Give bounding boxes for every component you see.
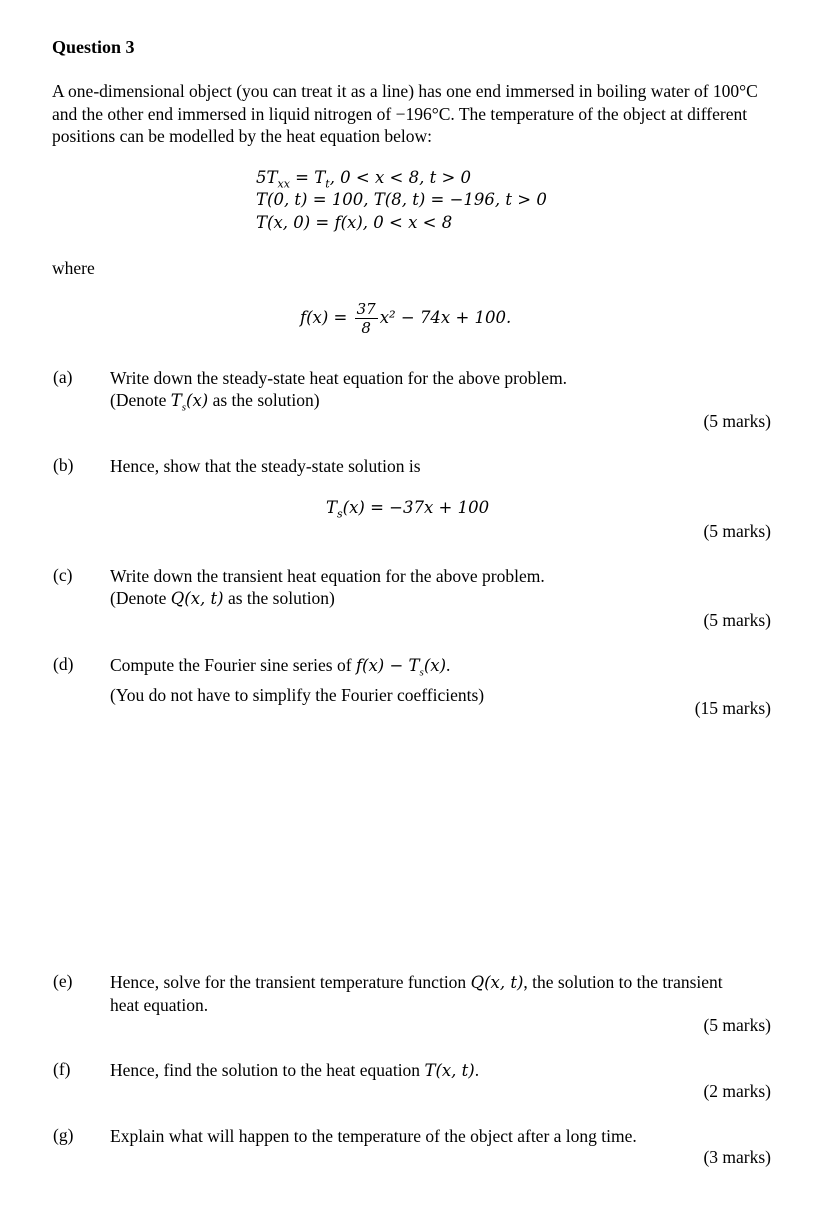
part-b-text: Hence, show that the steady-state solution is bbox=[110, 456, 421, 476]
fraction: $\frac{37}{8}$ bbox=[356, 300, 376, 337]
question-intro: A one-dimensional object (you can treat it as a line) has one end immersed in boiling water of 100°C and the other end immersed in liquid nitrogen of −196°C. The temperature of the object at different positions can be modelled by the heat equation below: bbox=[52, 81, 758, 146]
function-definition: f(x) = $\frac{37}{8}$ x² − 74x + 100. bbox=[300, 300, 512, 337]
equation-boundary: T(0, t) = 100, T(8, t) = −196, t > 0 bbox=[256, 190, 547, 209]
part-e-marks: (5 marks) bbox=[703, 1015, 771, 1035]
part-g-text: Explain what will happen to the temperature of the object after a long time. bbox=[110, 1126, 637, 1146]
part-c-label: (c) bbox=[53, 565, 73, 585]
part-e-label: (e) bbox=[53, 971, 73, 991]
part-e-text: Hence, solve for the transient temperature function Q(x, t), the solution to the transient heat equation. bbox=[110, 972, 723, 1015]
part-f-label: (f) bbox=[53, 1059, 71, 1079]
part-b-marks: (5 marks) bbox=[703, 521, 771, 541]
question-title: Question 3 bbox=[52, 37, 135, 57]
part-f-marks: (2 marks) bbox=[703, 1081, 771, 1101]
part-d-label: (d) bbox=[53, 654, 74, 674]
part-g-marks: (3 marks) bbox=[703, 1147, 771, 1167]
part-a-text: Write down the steady-state heat equation for the above problem. (Denote $T_s(x)$ as the solution) bbox=[110, 368, 568, 414]
part-c-marks: (5 marks) bbox=[703, 610, 771, 630]
part-d-text: Compute the Fourier sine series of $f(x) - T_s(x)$. (You do not have to simplify the Fourier coefficients) bbox=[110, 655, 485, 705]
part-f-text: Hence, find the solution to the heat equation T(x, t). bbox=[110, 1060, 480, 1080]
part-a-marks: (5 marks) bbox=[703, 411, 771, 431]
steady-state-solution: $T_s(x) = -37x + 100$ bbox=[326, 498, 490, 521]
part-d-marks: (15 marks) bbox=[694, 698, 771, 718]
equation-initial: T(x, 0) = f(x), 0 < x < 8 bbox=[256, 213, 453, 232]
part-a-label: (a) bbox=[53, 367, 73, 387]
equation-pde: $5T_{xx} = T_t$, 0 < x < 8, t > 0 bbox=[256, 168, 472, 191]
where-label: where bbox=[52, 258, 95, 278]
part-c-text: Write down the transient heat equation for the above problem. (Denote Q(x, t) as the solution) bbox=[110, 566, 545, 608]
part-b-label: (b) bbox=[53, 455, 74, 475]
part-g-label: (g) bbox=[53, 1125, 74, 1145]
